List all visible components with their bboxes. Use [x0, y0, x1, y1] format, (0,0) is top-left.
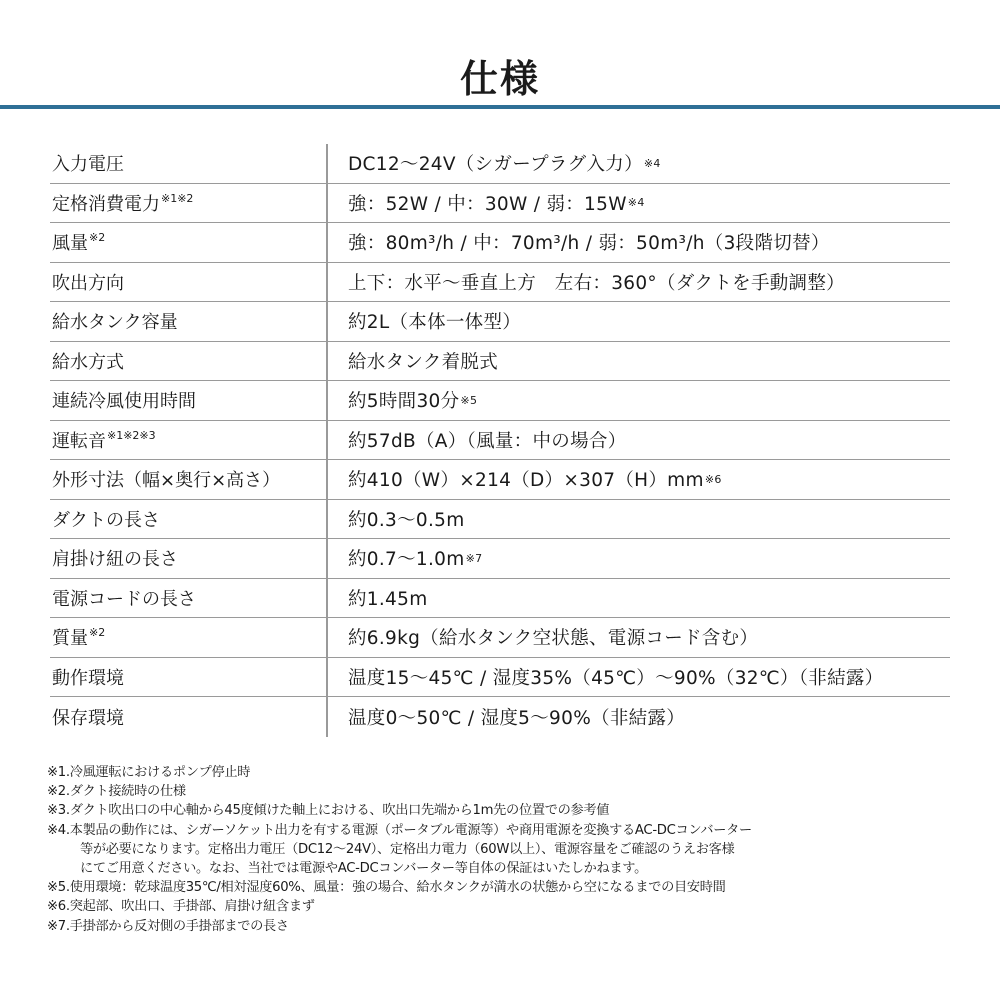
spec-row — [50, 460, 950, 500]
spec-value — [326, 263, 950, 302]
spec-label-text: 外形寸法（幅×奥行×高さ） — [52, 470, 281, 492]
spec-row — [50, 342, 950, 382]
spec-row — [50, 500, 950, 540]
spec-label-note: ※1※2※3 — [107, 428, 156, 442]
spec-value-text: 温度0～50℃ / 湿度5～90%（非結露） — [348, 707, 686, 729]
spec-value-text: 約0.3～0.5m — [348, 509, 465, 531]
spec-value-text: 給水タンク着脱式 — [348, 351, 499, 373]
spec-value — [326, 697, 950, 737]
spec-value-note: ※7 — [465, 551, 483, 565]
spec-row — [50, 144, 950, 184]
spec-label-text: 吹出方向 — [52, 272, 124, 294]
spec-table — [50, 144, 950, 737]
spec-label — [50, 387, 326, 413]
page-title: 仕様 — [459, 57, 540, 101]
spec-value-text: 約57dB（A）（風量：中の場合） — [348, 430, 627, 452]
spec-label-text: 連続冷風使用時間 — [52, 391, 196, 413]
spec-row — [50, 539, 950, 579]
spec-value — [326, 460, 950, 499]
spec-value-text: 約1.45m — [348, 588, 428, 610]
spec-value-text: 約0.7～1.0m — [348, 549, 465, 571]
spec-value-note: ※5 — [460, 393, 478, 407]
spec-label-text: 入力電圧 — [52, 154, 124, 176]
spec-value-note: ※6 — [704, 472, 722, 486]
footnote-2: ※2.ダクト接続時の仕様 — [47, 784, 186, 800]
spec-label — [50, 704, 326, 730]
spec-value — [326, 500, 950, 539]
spec-label-text: 保存環境 — [52, 707, 124, 729]
spec-value-note: ※4 — [627, 196, 645, 210]
spec-value-text: 約6.9kg（給水タンク空状態、電源コード含む） — [348, 628, 759, 650]
spec-label — [50, 427, 326, 453]
spec-label-note: ※1※2 — [161, 191, 194, 205]
spec-label-text: 質量 — [52, 628, 88, 650]
spec-label-text: 風量 — [52, 233, 88, 255]
spec-label — [50, 308, 326, 334]
spec-row — [50, 421, 950, 461]
spec-value-text: 温度15～45℃ / 湿度35%（45℃）～90%（32℃）（非結露） — [348, 667, 884, 689]
spec-label — [50, 466, 326, 492]
spec-value — [326, 302, 950, 341]
spec-label — [50, 664, 326, 690]
spec-label-text: 運転音 — [52, 430, 106, 452]
spec-value-text: 上下：水平～垂直上方 左右：360°（ダクトを手動調整） — [348, 272, 845, 294]
spec-row — [50, 618, 950, 658]
spec-label — [50, 150, 326, 176]
spec-value-text: 約5時間30分 — [348, 391, 460, 413]
spec-value-note: ※4 — [643, 156, 661, 170]
spec-row — [50, 381, 950, 421]
footnotes — [47, 763, 967, 936]
spec-label-text: 給水タンク容量 — [52, 312, 178, 334]
spec-label-text: 電源コードの長さ — [52, 588, 196, 610]
spec-value — [326, 421, 950, 460]
spec-value — [326, 658, 950, 697]
spec-row — [50, 223, 950, 263]
spec-row — [50, 658, 950, 698]
spec-label-note: ※2 — [89, 626, 106, 640]
spec-value-text: 約2L（本体一体型） — [348, 312, 522, 334]
spec-value — [326, 618, 950, 657]
spec-label-text: ダクトの長さ — [52, 509, 160, 531]
spec-label-text: 動作環境 — [52, 667, 124, 689]
spec-label — [50, 585, 326, 611]
spec-value-text: 強：80m³/h / 中：70m³/h / 弱：50m³/h（3段階切替） — [348, 233, 830, 255]
spec-value — [326, 184, 950, 223]
spec-value-text: 強：52W / 中：30W / 弱：15W — [348, 193, 627, 215]
spec-row — [50, 302, 950, 342]
footnote-1: ※1.冷風運転におけるポンプ停止時 — [47, 765, 251, 780]
spec-value — [326, 144, 950, 183]
spec-label — [50, 190, 326, 216]
footnote-7: ※7.手掛部から反対側の手掛部までの長さ — [47, 918, 289, 934]
footnote-4-cont: にてご用意ください。なお、当社では電源やAC-DCコンバーター等自体の保証はいたしかねます。 — [80, 861, 648, 877]
spec-row — [50, 579, 950, 619]
spec-value-text: DC12～24V（シガープラグ入力） — [348, 154, 643, 176]
spec-label — [50, 348, 326, 374]
spec-label — [50, 506, 326, 532]
spec-row — [50, 697, 950, 737]
spec-label-note: ※2 — [89, 231, 106, 245]
spec-label — [50, 545, 326, 571]
footnote-5: ※5.使用環境：乾球温度35℃/相対湿度60%、風量：強の場合、給水タンクが満水の状態から空になるまでの目安時間 — [47, 880, 726, 896]
spec-value — [326, 539, 950, 578]
spec-row — [50, 263, 950, 303]
footnote-6: ※6.突起部、吹出口、手掛部、肩掛け紐含まず — [47, 899, 315, 915]
spec-row — [50, 184, 950, 224]
spec-value — [326, 223, 950, 262]
footnote-4: ※4.本製品の動作には、シガーソケット出力を有する電源（ポータブル電源等）や商用電源を変換するAC-DCコンバーター — [47, 822, 752, 838]
spec-label — [50, 624, 326, 650]
title-divider — [0, 105, 1000, 109]
footnote-4-cont: 等が必要になります。定格出力電圧（DC12～24V）、定格出力電力（60W以上）、電源容量をご確認のうえお客様 — [80, 841, 735, 857]
spec-value — [326, 381, 950, 420]
spec-label-text: 給水方式 — [52, 351, 124, 373]
spec-label — [50, 229, 326, 255]
spec-label — [50, 269, 326, 295]
spec-label-text: 肩掛け紐の長さ — [52, 549, 178, 571]
spec-value — [326, 579, 950, 618]
spec-value — [326, 342, 950, 381]
spec-label-text: 定格消費電力 — [52, 193, 160, 215]
footnote-3: ※3.ダクト吹出口の中心軸から45度傾けた軸上における、吹出口先端から1m先の位置での参考値 — [47, 803, 610, 819]
spec-value-text: 約410（W）×214（D）×307（H）mm — [348, 470, 704, 492]
